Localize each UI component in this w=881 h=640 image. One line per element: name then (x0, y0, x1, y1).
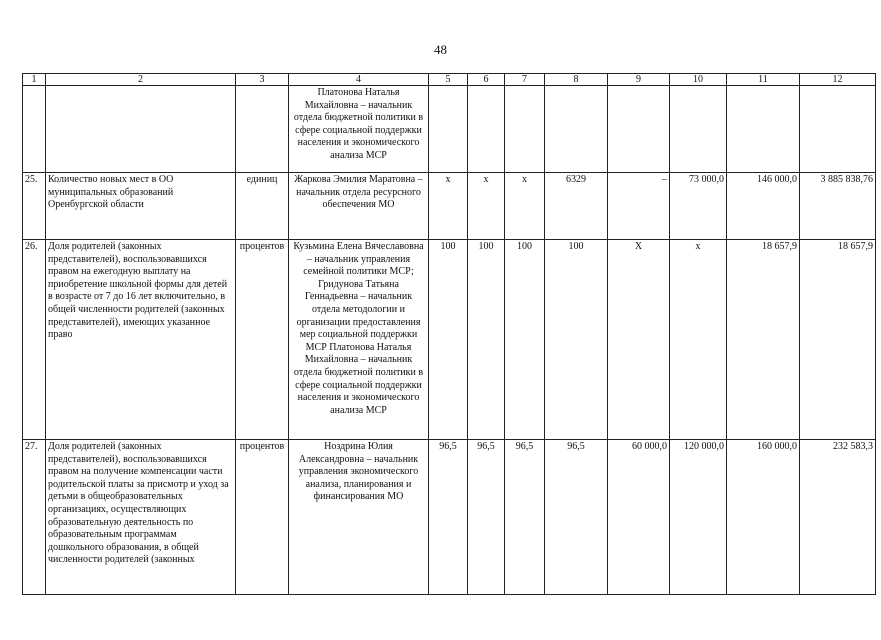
value-col-9: – (608, 173, 670, 240)
column-header: 4 (289, 74, 429, 86)
row-number: 26. (23, 240, 46, 440)
value-col-9: Х (608, 240, 670, 440)
column-header: 11 (727, 74, 800, 86)
unit: процентов (236, 240, 289, 440)
column-header: 7 (505, 74, 545, 86)
value-col-11 (727, 86, 800, 173)
value-col-10: 120 000,0 (670, 440, 727, 595)
value-col-5: х (429, 173, 468, 240)
responsible-person: Кузьмина Елена Вячеславовна – начальник управления семейной политики МСР; Гридунова Татьяна Геннадьевна – начальник отдела методологии и организации предоставления мер социальной поддержки МСР Платонова Наталья Михайловна – начальник отдела бюджетной политики в сфере социальной поддержки населения и экономического анализа МСР (289, 240, 429, 440)
table-row (23, 173, 876, 240)
column-header: 6 (468, 74, 505, 86)
value-col-11: 146 000,0 (727, 173, 800, 240)
responsible-person: Платонова Наталья Михайловна – начальник отдела бюджетной политики в сфере социальной поддержки населения и экономического анализа МСР (289, 86, 429, 173)
page-number: 48 (434, 42, 447, 57)
value-col-6 (468, 86, 505, 173)
indicator-name: Доля родителей (законных представителей), воспользовавшихся правом на получение компенсации части родительской платы за присмотр и уход за детьми в общеобразовательных организациях, осуществляющих образовательную деятельность по образовательным программам дошкольного образования, в общей численности родителей (законных (46, 440, 236, 595)
value-col-11: 18 657,9 (727, 240, 800, 440)
responsible-person: Жаркова Эмилия Маратовна – начальник отдела ресурсного обеспечения МО (289, 173, 429, 240)
indicator-name: Доля родителей (законных представителей), воспользовавшихся правом на ежегодную выплату на приобретение школьной формы для детей в возрасте от 7 до 16 лет включительно, в общей численности родителей (законных представителей), имеющих указанное право (46, 240, 236, 440)
column-header: 1 (23, 74, 46, 86)
value-col-7: х (505, 173, 545, 240)
column-header: 5 (429, 74, 468, 86)
column-header: 9 (608, 74, 670, 86)
value-col-10: 73 000,0 (670, 173, 727, 240)
value-col-9: 60 000,0 (608, 440, 670, 595)
value-col-5: 96,5 (429, 440, 468, 595)
indicators-table (22, 73, 876, 595)
unit (236, 86, 289, 173)
value-col-10 (670, 86, 727, 173)
unit: процентов (236, 440, 289, 595)
value-col-12: 18 657,9 (800, 240, 876, 440)
value-col-12: 3 885 838,76 (800, 173, 876, 240)
value-col-7 (505, 86, 545, 173)
row-number: 27. (23, 440, 46, 595)
row-number (23, 86, 46, 173)
value-col-9 (608, 86, 670, 173)
value-col-8: 100 (545, 240, 608, 440)
column-header: 12 (800, 74, 876, 86)
value-col-8: 6329 (545, 173, 608, 240)
value-col-12: 232 583,3 (800, 440, 876, 595)
table-row (23, 86, 876, 173)
value-col-7: 100 (505, 240, 545, 440)
column-header: 2 (46, 74, 236, 86)
column-header: 3 (236, 74, 289, 86)
indicator-name (46, 86, 236, 173)
value-col-11: 160 000,0 (727, 440, 800, 595)
value-col-6: 96,5 (468, 440, 505, 595)
unit: единиц (236, 173, 289, 240)
value-col-12 (800, 86, 876, 173)
value-col-8: 96,5 (545, 440, 608, 595)
value-col-7: 96,5 (505, 440, 545, 595)
value-col-5 (429, 86, 468, 173)
row-number: 25. (23, 173, 46, 240)
column-header: 8 (545, 74, 608, 86)
value-col-6: 100 (468, 240, 505, 440)
value-col-6: х (468, 173, 505, 240)
column-number-row (23, 74, 876, 86)
table-row (23, 440, 876, 595)
value-col-5: 100 (429, 240, 468, 440)
value-col-10: х (670, 240, 727, 440)
indicator-name: Количество новых мест в ОО муниципальных образований Оренбургской области (46, 173, 236, 240)
table-row (23, 240, 876, 440)
value-col-8 (545, 86, 608, 173)
responsible-person: Ноздрина Юлия Александровна – начальник управления экономического анализа, планирования и финансирования МО (289, 440, 429, 595)
column-header: 10 (670, 74, 727, 86)
